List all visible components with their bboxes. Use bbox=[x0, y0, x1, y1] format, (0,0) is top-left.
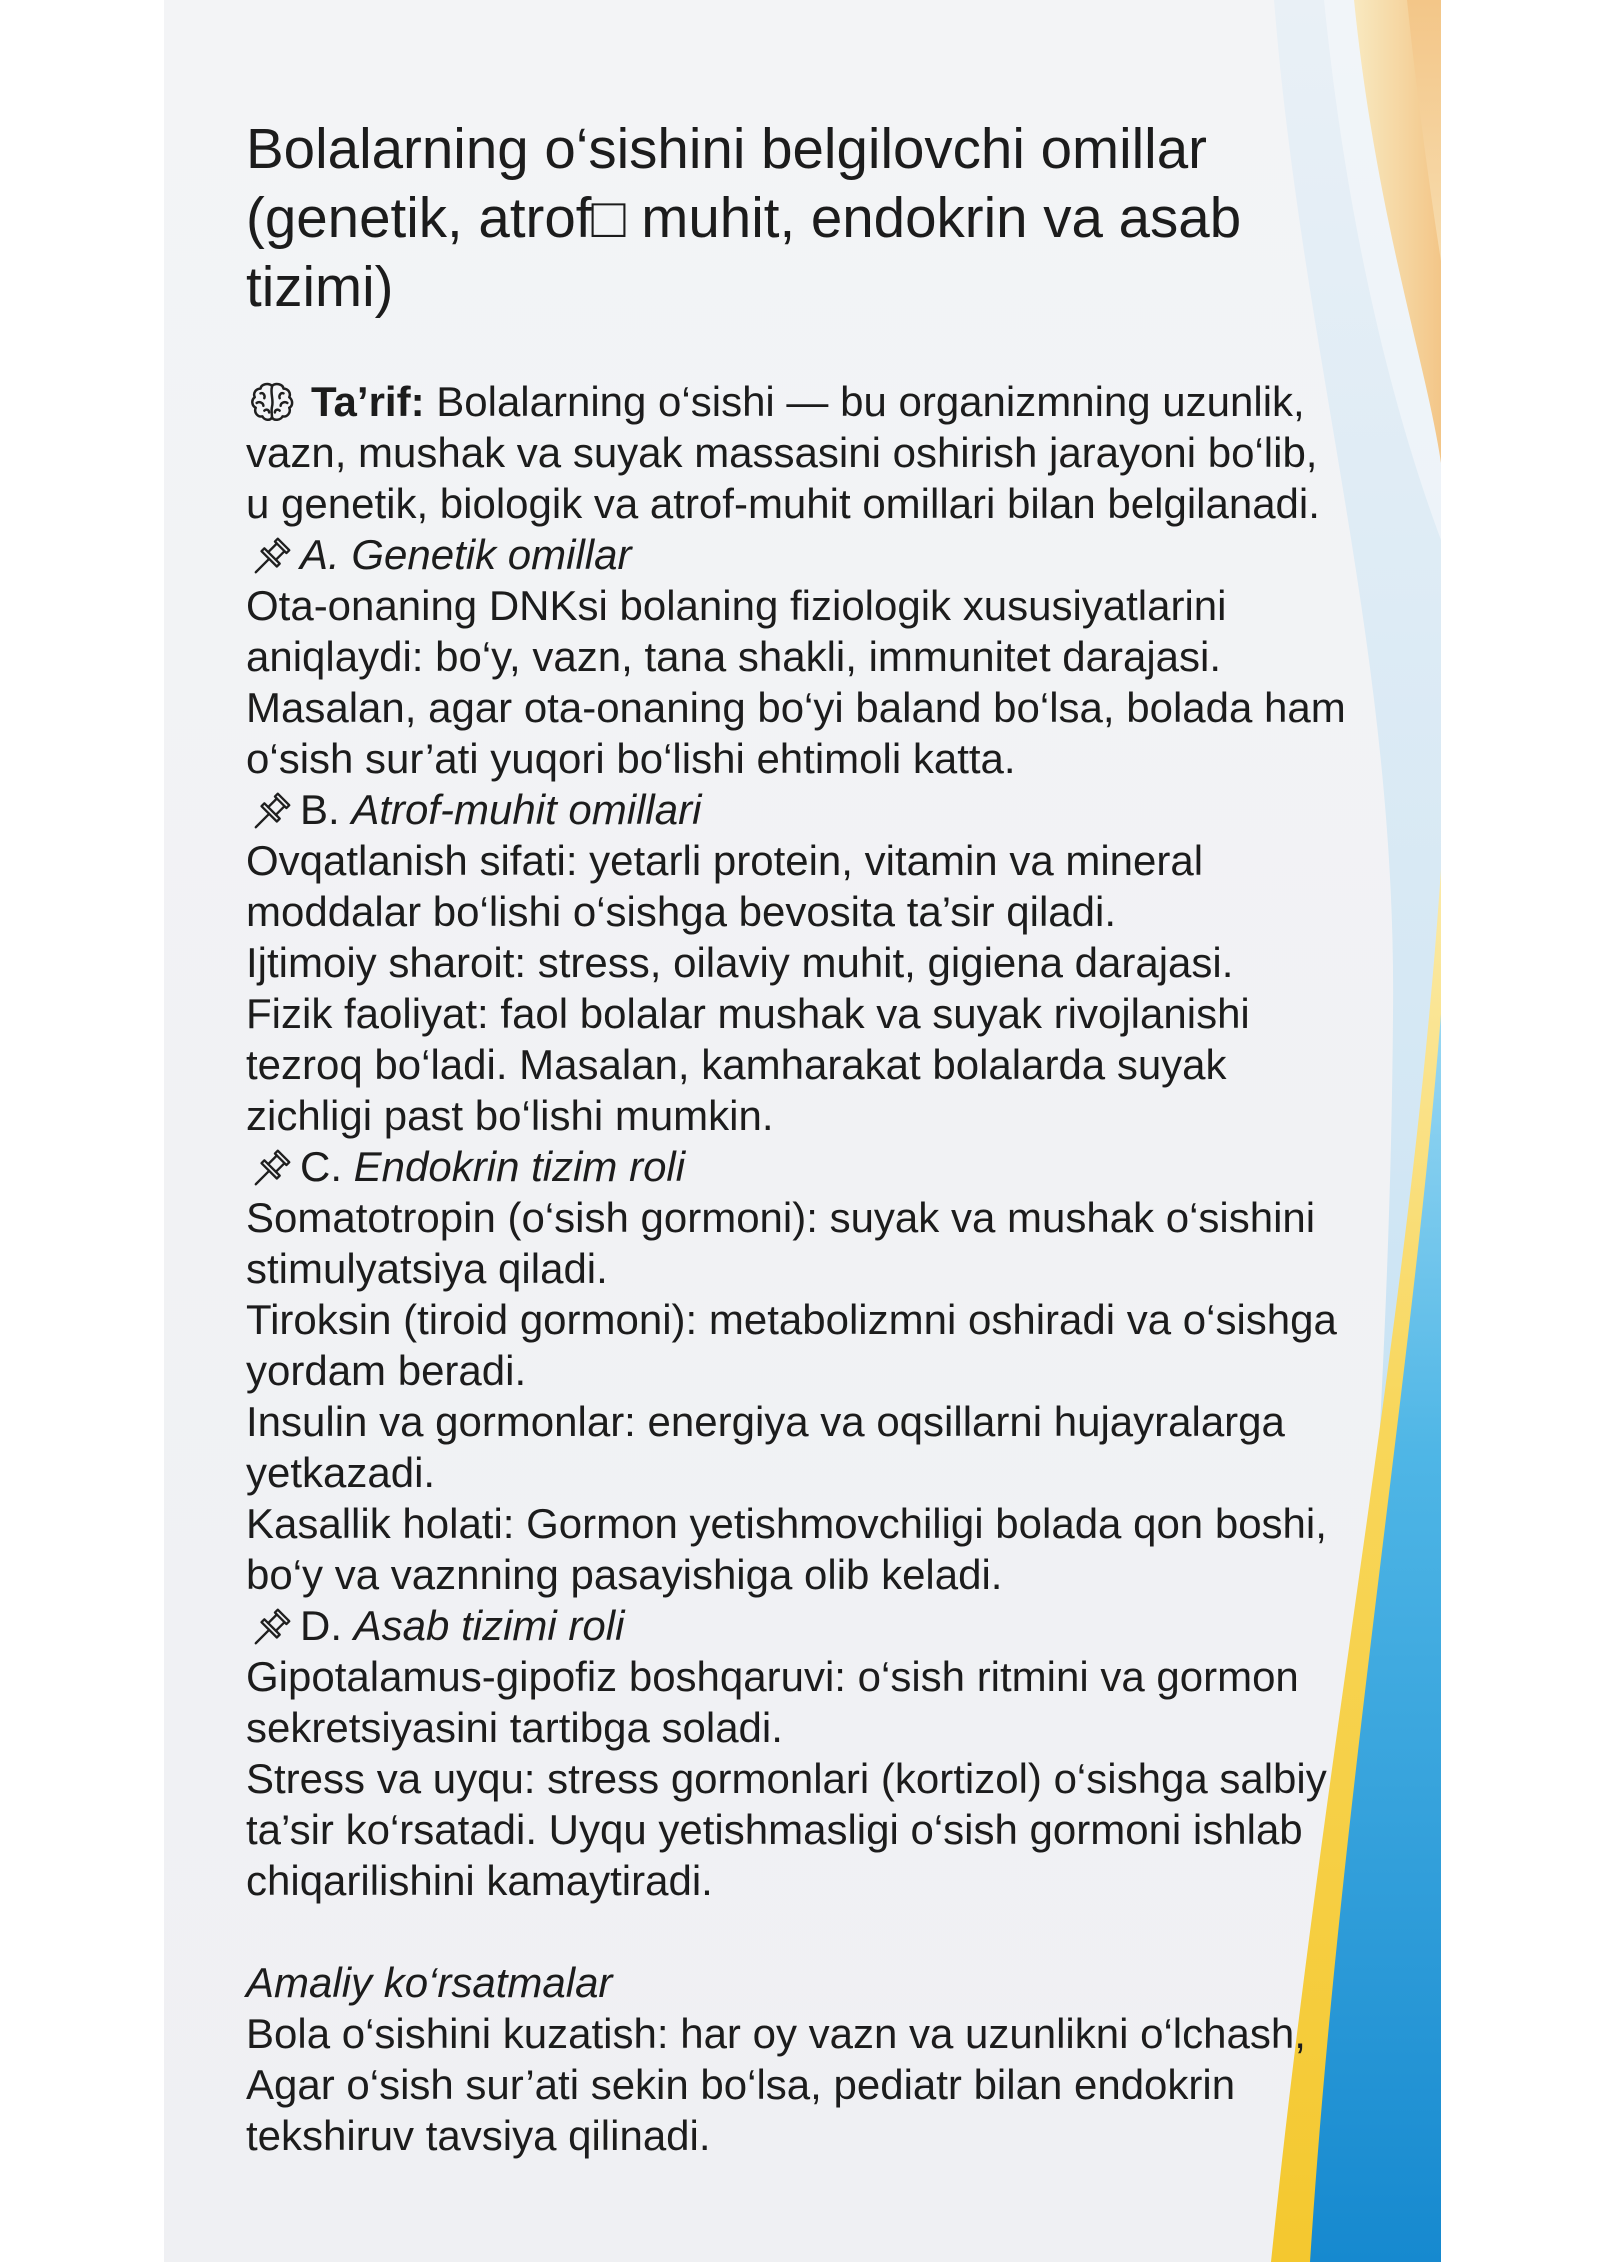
section-text-line: Stress va uyqu: stress gormonlari (kortizol) o‘sishga salbiy bbox=[246, 1755, 1327, 1802]
section-letter: C. bbox=[300, 1143, 342, 1190]
practical-text-line: tekshiruv tavsiya qilinadi. bbox=[246, 2112, 711, 2159]
section-letter: D. bbox=[300, 1602, 342, 1649]
section-letter: B. bbox=[300, 786, 340, 833]
blank-line bbox=[246, 1906, 1346, 1957]
brain-icon bbox=[249, 379, 295, 425]
section-text-line: moddalar bo‘lishi o‘sishga bevosita ta’sir qiladi. bbox=[246, 888, 1117, 935]
section-text-line: Gipotalamus-gipofiz boshqaruvi: o‘sish ritmini va gormon bbox=[246, 1653, 1299, 1700]
section-text-line: bo‘y va vaznning pasayishiga olib keladi. bbox=[246, 1551, 1003, 1598]
definition-text-line: vazn, mushak va suyak massasini oshirish jarayoni bo‘lib, bbox=[246, 429, 1318, 476]
practical-text-line: Agar o‘sish sur’ati sekin bo‘lsa, pediatr bilan endokrin bbox=[246, 2061, 1236, 2108]
definition-label: Ta’rif: bbox=[311, 378, 425, 425]
definition-text-line: u genetik, biologik va atrof-muhit omillari bilan belgilanadi. bbox=[246, 480, 1320, 527]
section-letter: A. bbox=[300, 531, 340, 578]
section-heading-d bbox=[246, 1600, 1346, 1651]
section-text-line: sekretsiyasini tartibga soladi. bbox=[246, 1704, 783, 1751]
definition-text: Bolalarning o‘sishi — bu organizmning uzunlik, bbox=[436, 378, 1305, 425]
section-text-line: stimulyatsiya qiladi. bbox=[246, 1245, 608, 1292]
section-text-line: Masalan, agar ota-onaning bo‘yi baland bo‘lsa, bolada ham bbox=[246, 684, 1346, 731]
pushpin-icon bbox=[250, 1603, 296, 1649]
section-text-line: yordam beradi. bbox=[246, 1347, 527, 1394]
section-text-line: Ota-onaning DNKsi bolaning fiziologik xususiyatlarini bbox=[246, 582, 1227, 629]
section-text-line: Ijtimoiy sharoit: stress, oilaviy muhit, gigiena darajasi. bbox=[246, 939, 1234, 986]
definition-line bbox=[246, 376, 1346, 427]
title-line: (genetik, atrof□ muhit, endokrin va asab bbox=[246, 186, 1242, 249]
section-heading-c bbox=[246, 1141, 1346, 1192]
section-text-line: o‘sish sur’ati yuqori bo‘lishi ehtimoli katta. bbox=[246, 735, 1016, 782]
section-text-line: Fizik faoliyat: faol bolalar mushak va suyak rivojlanishi bbox=[246, 990, 1250, 1037]
title-line: tizimi) bbox=[246, 255, 394, 318]
section-text-line: chiqarilishini kamaytiradi. bbox=[246, 1857, 713, 1904]
pushpin-icon bbox=[250, 1144, 296, 1190]
section-title: Asab tizimi roli bbox=[353, 1602, 625, 1649]
section-title: Genetik omillar bbox=[351, 531, 632, 578]
pushpin-icon bbox=[250, 532, 296, 578]
section-text-line: yetkazadi. bbox=[246, 1449, 436, 1496]
section-heading-b bbox=[246, 784, 1346, 835]
document-body bbox=[246, 376, 1346, 2161]
section-text-line: Insulin va gormonlar: energiya va oqsillarni hujayralarga bbox=[246, 1398, 1285, 1445]
section-text-line: Kasallik holati: Gormon yetishmovchiligi bolada qon boshi, bbox=[246, 1500, 1327, 1547]
section-text-line: ta’sir ko‘rsatadi. Uyqu yetishmasligi o‘sish gormoni ishlab bbox=[246, 1806, 1303, 1853]
section-text-line: zichligi past bo‘lishi mumkin. bbox=[246, 1092, 774, 1139]
title-line: Bolalarning o‘sishini belgilovchi omillar bbox=[246, 117, 1207, 180]
section-text-line: Tiroksin (tiroid gormoni): metabolizmni oshiradi va o‘sishga bbox=[246, 1296, 1337, 1343]
section-text-line: aniqlaydi: bo‘y, vazn, tana shakli, immunitet darajasi. bbox=[246, 633, 1222, 680]
document-title bbox=[246, 114, 1241, 321]
section-heading-a bbox=[246, 529, 1346, 580]
practical-text-line: Bola o‘sishini kuzatish: har oy vazn va uzunlikni o‘lchash, bbox=[246, 2010, 1306, 2057]
section-text-line: Ovqatlanish sifati: yetarli protein, vitamin va mineral bbox=[246, 837, 1204, 884]
section-text-line: Somatotropin (o‘sish gormoni): suyak va mushak o‘sishini bbox=[246, 1194, 1316, 1241]
pushpin-icon bbox=[250, 787, 296, 833]
section-title: Atrof-muhit omillari bbox=[351, 786, 702, 833]
section-title: Endokrin tizim roli bbox=[353, 1143, 686, 1190]
practical-heading: Amaliy ko‘rsatmalar bbox=[246, 1959, 613, 2006]
section-text-line: tezroq bo‘ladi. Masalan, kamharakat bolalarda suyak bbox=[246, 1041, 1227, 1088]
